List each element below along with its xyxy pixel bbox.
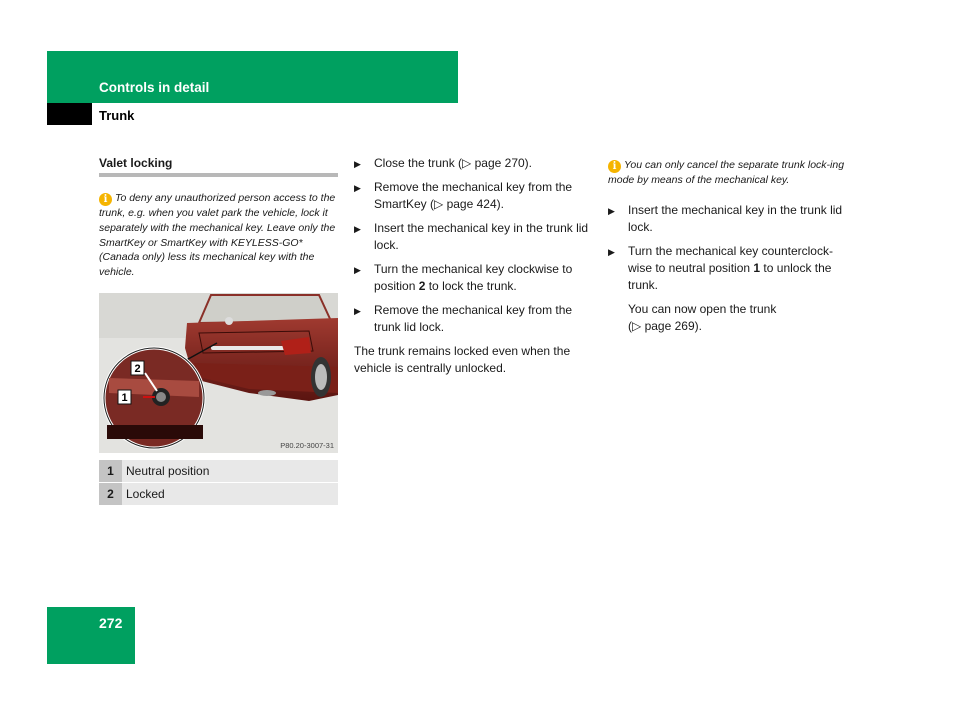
instruction-step — [354, 261, 594, 295]
info-note-text: You can only cancel the separate trunk lock-ing mode by means of the mechanical key. — [608, 159, 845, 186]
step-bullet-icon: ▶ — [354, 265, 361, 275]
position-number: 1 — [753, 261, 761, 275]
step-bullet-icon: ▶ — [608, 206, 615, 216]
legend-label: Locked — [122, 483, 338, 506]
info-note-text: To deny any unauthorized person access to the trunk, e.g. when you valet park the vehicle, lock it separately with the mechanical key. Leave only the SmartKey or SmartKey with KEYLESS-GO* (Canada only) less its mechanical key with the vehicle. — [99, 192, 336, 279]
step-text: Insert the mechanical key in the trunk lid lock. — [628, 203, 843, 234]
subsection-heading: Valet locking — [99, 156, 338, 177]
legend-label: Neutral position — [122, 460, 338, 483]
instruction-step — [354, 179, 594, 213]
page-ref: page 424). — [443, 197, 504, 211]
page-ref: ( — [628, 319, 632, 333]
section-marker — [47, 103, 92, 125]
column-right — [608, 158, 851, 335]
step-text: Remove the mechanical key from the SmartKey ( — [374, 180, 573, 211]
result-text — [608, 301, 851, 335]
instruction-step — [354, 155, 594, 172]
step-text: to unlock the trunk. — [628, 261, 832, 292]
figure-code: P80.20-3007-31 — [280, 441, 334, 450]
legend-row — [99, 460, 338, 483]
legend-row — [99, 483, 338, 506]
header-bar — [47, 51, 458, 103]
info-note — [99, 191, 338, 280]
rear-window — [199, 295, 331, 323]
step-text: Close the trunk ( — [374, 156, 463, 170]
step-text: Turn the mechanical key clockwise to position — [374, 262, 573, 293]
step-bullet-icon: ▶ — [354, 183, 361, 193]
page-ref-arrow-icon: ▷ — [632, 319, 642, 333]
figure-legend — [99, 460, 338, 505]
trunk-lock-figure — [99, 293, 338, 453]
instruction-step — [608, 202, 851, 236]
result-line: You can now open the trunk — [628, 302, 777, 316]
section-title: Trunk — [99, 108, 135, 123]
result-line — [628, 318, 851, 335]
callout-1: 1 — [121, 392, 128, 404]
legend-number: 2 — [99, 483, 122, 506]
step-bullet-icon: ▶ — [354, 159, 361, 169]
info-note — [608, 158, 851, 188]
step-bullet-icon: ▶ — [354, 306, 361, 316]
column-middle — [354, 155, 594, 377]
page-ref-arrow-icon: ▷ — [462, 156, 472, 170]
step-bullet-icon: ▶ — [354, 224, 361, 234]
info-icon: i — [608, 160, 621, 173]
legend-number: 1 — [99, 460, 122, 483]
step-text: Turn the mechanical key counterclock-wise to neutral position — [628, 244, 833, 275]
step-text: to lock the trunk. — [425, 279, 517, 293]
column-left — [99, 156, 338, 280]
instruction-step — [354, 302, 594, 336]
page-header-title: Controls in detail — [99, 80, 210, 95]
page-ref: page 270). — [471, 156, 532, 170]
page-ref: page 269). — [641, 319, 702, 333]
instruction-step — [354, 220, 594, 254]
info-icon: i — [99, 193, 112, 206]
body-paragraph: The trunk remains locked even when the vehicle is centrally unlocked. — [354, 344, 571, 375]
car-rear-illustration — [99, 293, 338, 453]
step-text: Insert the mechanical key in the trunk lid lock. — [374, 221, 589, 252]
position-number: 2 — [418, 279, 426, 293]
page-number: 272 — [99, 615, 123, 631]
callout-2: 2 — [134, 363, 141, 375]
step-text: Remove the mechanical key from the trunk lid lock. — [374, 303, 573, 334]
instruction-step — [608, 243, 851, 294]
page-ref-arrow-icon: ▷ — [434, 197, 444, 211]
step-bullet-icon: ▶ — [608, 247, 615, 257]
